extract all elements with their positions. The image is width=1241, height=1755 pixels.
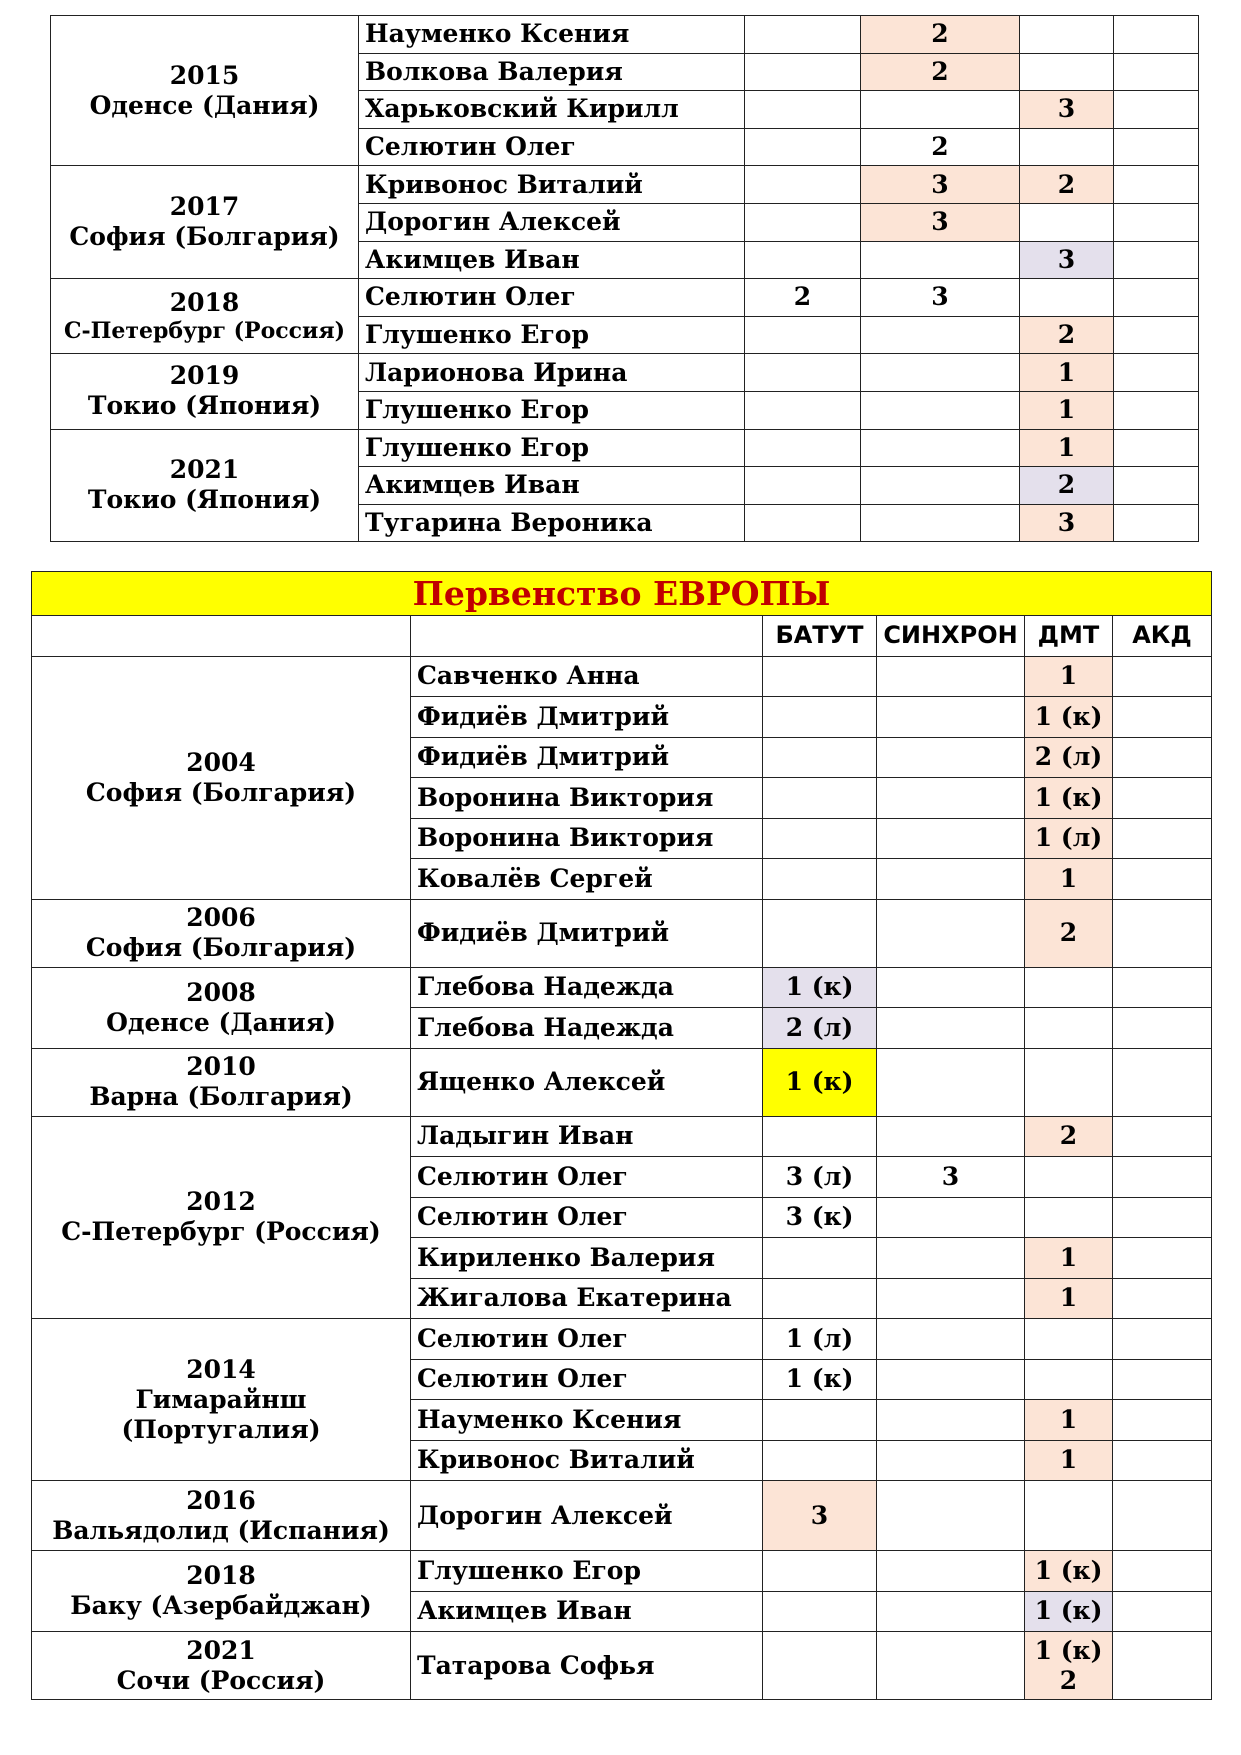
table-row	[51, 279, 1199, 317]
sinhron-cell	[877, 1400, 1025, 1441]
akd-cell	[1113, 1008, 1212, 1049]
event-year: 2012	[186, 1187, 256, 1217]
batut-cell: 1 (к)	[763, 967, 877, 1008]
athlete-name: Ковалёв Сергей	[411, 859, 763, 900]
akd-cell	[1113, 818, 1212, 859]
akd-cell	[1113, 1197, 1212, 1238]
dmt-cell: 1 (к)	[1025, 1551, 1113, 1592]
dmt-cell	[1025, 1008, 1113, 1049]
result-cell: 1	[1020, 354, 1114, 392]
athlete-name: Тугарина Вероника	[359, 504, 745, 542]
result-cell	[745, 354, 861, 392]
batut-cell: 3	[763, 1481, 877, 1551]
dmt-cell	[1025, 967, 1113, 1008]
akd-cell	[1113, 1591, 1212, 1632]
header-dmt: ДМТ	[1025, 616, 1113, 657]
akd-cell	[1113, 656, 1212, 697]
result-cell: 2	[745, 279, 861, 317]
result-cell	[745, 429, 861, 467]
header-blank	[32, 616, 411, 657]
header-akd: АКД	[1113, 616, 1212, 657]
akd-cell	[1113, 1048, 1212, 1116]
event-cell	[32, 1116, 411, 1319]
event-place: София (Болгария)	[85, 777, 357, 807]
sinhron-cell	[877, 778, 1025, 819]
result-cell	[745, 53, 861, 91]
athlete-name: Акимцев Иван	[359, 241, 745, 279]
batut-cell	[763, 1400, 877, 1441]
athlete-name: Кривонос Виталий	[359, 166, 745, 204]
result-cell	[1114, 279, 1199, 317]
athlete-name: Глушенко Егор	[359, 391, 745, 429]
event-cell	[32, 899, 411, 967]
result-cell	[1114, 354, 1199, 392]
event-cell	[32, 1551, 411, 1632]
dmt-result: 1 (к)	[1034, 1635, 1103, 1665]
sinhron-cell	[877, 1319, 1025, 1360]
sinhron-cell	[877, 1359, 1025, 1400]
dmt-cell	[1025, 1481, 1113, 1551]
athlete-name: Фидиёв Дмитрий	[411, 697, 763, 738]
dmt-result-2: 2	[1059, 1665, 1078, 1695]
event-cell	[51, 429, 359, 542]
akd-cell	[1113, 778, 1212, 819]
table-row	[32, 967, 1212, 1008]
athlete-name: Глушенко Егор	[359, 429, 745, 467]
sinhron-cell: 3	[877, 1157, 1025, 1198]
result-cell	[745, 467, 861, 505]
batut-cell	[763, 1440, 877, 1481]
result-cell: 2	[861, 16, 1020, 54]
event-cell	[32, 1632, 411, 1700]
batut-cell	[763, 1551, 877, 1592]
result-cell: 3	[1020, 504, 1114, 542]
athlete-name: Науменко Ксения	[411, 1400, 763, 1441]
event-year: 2018	[186, 1561, 256, 1590]
dmt-cell: 1	[1025, 656, 1113, 697]
akd-cell	[1113, 1440, 1212, 1481]
event-place: Сочи (Россия)	[116, 1665, 326, 1695]
akd-cell	[1113, 1278, 1212, 1319]
batut-cell	[763, 1278, 877, 1319]
table-row	[51, 429, 1199, 467]
result-cell	[745, 241, 861, 279]
sinhron-cell	[877, 1481, 1025, 1551]
dmt-cell	[1025, 1197, 1113, 1238]
table-row	[32, 1551, 1212, 1592]
result-cell	[1020, 279, 1114, 317]
dmt-cell: 1	[1025, 1440, 1113, 1481]
batut-cell	[763, 656, 877, 697]
result-cell: 3	[861, 203, 1020, 241]
dmt-cell: 1	[1025, 859, 1113, 900]
event-place: Баку (Азербайджан)	[70, 1591, 372, 1620]
event-place: С-Петербург (Россия)	[63, 318, 346, 345]
result-cell	[1020, 53, 1114, 91]
sinhron-cell	[877, 1238, 1025, 1279]
result-cell	[1020, 16, 1114, 54]
result-cell	[861, 429, 1020, 467]
batut-cell	[763, 1238, 877, 1279]
table-row	[32, 1116, 1212, 1157]
event-place: Оденсе (Дания)	[89, 90, 320, 120]
akd-cell	[1113, 967, 1212, 1008]
event-cell	[51, 279, 359, 354]
event-place: Токио (Япония)	[87, 391, 322, 421]
result-cell: 3	[861, 279, 1020, 317]
event-cell	[32, 1319, 411, 1481]
event-year: 2010	[186, 1052, 256, 1081]
result-cell	[861, 241, 1020, 279]
dmt-cell	[1025, 1157, 1113, 1198]
header-sinhron: СИНХРОН	[877, 616, 1025, 657]
result-cell	[1114, 429, 1199, 467]
result-cell	[861, 504, 1020, 542]
result-cell	[745, 16, 861, 54]
event-cell	[32, 967, 411, 1048]
result-cell: 2	[861, 53, 1020, 91]
event-year: 2015	[169, 60, 240, 90]
table-row	[32, 1319, 1212, 1360]
sinhron-cell	[877, 1048, 1025, 1116]
table-row	[32, 656, 1212, 697]
athlete-name: Воронина Виктория	[411, 818, 763, 859]
dmt-cell: 1 (л)	[1025, 818, 1113, 859]
europe-results-table	[31, 571, 1212, 1700]
athlete-name: Селютин Олег	[411, 1359, 763, 1400]
event-year: 2021	[186, 1635, 256, 1665]
result-cell	[861, 391, 1020, 429]
result-cell	[861, 316, 1020, 354]
event-year: 2019	[169, 361, 240, 391]
result-cell	[861, 354, 1020, 392]
athlete-name: Глебова Надежда	[411, 967, 763, 1008]
event-year: 2018	[169, 288, 240, 318]
table-row	[32, 899, 1212, 967]
event-cell	[51, 354, 359, 429]
dmt-cell	[1025, 1048, 1113, 1116]
athlete-name: Дорогин Алексей	[359, 203, 745, 241]
athlete-name: Жигалова Екатерина	[411, 1278, 763, 1319]
batut-cell: 3 (л)	[763, 1157, 877, 1198]
sinhron-cell	[877, 697, 1025, 738]
table-row	[51, 166, 1199, 204]
athlete-name: Глебова Надежда	[411, 1008, 763, 1049]
sinhron-cell	[877, 656, 1025, 697]
athlete-name: Кириленко Валерия	[411, 1238, 763, 1279]
header-row	[32, 616, 1212, 657]
athlete-name: Савченко Анна	[411, 656, 763, 697]
athlete-name: Дорогин Алексей	[411, 1481, 763, 1551]
dmt-cell	[1025, 1632, 1113, 1700]
batut-cell: 1 (к)	[763, 1359, 877, 1400]
athlete-name: Глушенко Егор	[411, 1551, 763, 1592]
event-place-country: (Португалия)	[121, 1414, 321, 1444]
athlete-name: Воронина Виктория	[411, 778, 763, 819]
athlete-name: Ладыгин Иван	[411, 1116, 763, 1157]
result-cell	[1020, 203, 1114, 241]
athlete-name: Харьковский Кирилл	[359, 91, 745, 129]
result-cell	[1114, 241, 1199, 279]
athlete-name: Татарова Софья	[411, 1632, 763, 1700]
athlete-name: Фидиёв Дмитрий	[411, 899, 763, 967]
result-cell: 2	[861, 128, 1020, 166]
event-year: 2006	[186, 903, 256, 932]
event-place: Оденсе (Дания)	[106, 1007, 336, 1037]
result-cell	[861, 467, 1020, 505]
sinhron-cell	[877, 967, 1025, 1008]
batut-cell	[763, 1632, 877, 1700]
athlete-name: Акимцев Иван	[411, 1591, 763, 1632]
event-cell	[51, 16, 359, 166]
akd-cell	[1113, 1400, 1212, 1441]
result-cell	[1114, 203, 1199, 241]
dmt-cell: 1	[1025, 1238, 1113, 1279]
batut-cell: 1 (л)	[763, 1319, 877, 1360]
akd-cell	[1113, 1116, 1212, 1157]
event-cell	[32, 1048, 411, 1116]
result-cell: 2	[1020, 166, 1114, 204]
athlete-name: Акимцев Иван	[359, 467, 745, 505]
athlete-name: Селютин Олег	[359, 128, 745, 166]
event-year: 2008	[186, 977, 256, 1007]
batut-cell	[763, 778, 877, 819]
result-cell	[1114, 16, 1199, 54]
header-blank	[411, 616, 763, 657]
world-results-table	[50, 15, 1199, 542]
sinhron-cell	[877, 818, 1025, 859]
event-cell	[32, 656, 411, 899]
sinhron-cell	[877, 1116, 1025, 1157]
header-batut: БАТУТ	[763, 616, 877, 657]
dmt-cell: 2 (л)	[1025, 737, 1113, 778]
sinhron-cell	[877, 859, 1025, 900]
event-year: 2017	[169, 192, 240, 222]
dmt-cell	[1025, 1359, 1113, 1400]
result-cell: 2	[1020, 316, 1114, 354]
event-place: София (Болгария)	[85, 933, 357, 962]
result-cell	[1114, 391, 1199, 429]
table-row	[32, 1481, 1212, 1551]
sinhron-cell	[877, 1632, 1025, 1700]
akd-cell	[1113, 1551, 1212, 1592]
event-year: 2016	[186, 1485, 256, 1515]
batut-cell: 3 (к)	[763, 1197, 877, 1238]
sinhron-cell	[877, 1591, 1025, 1632]
akd-cell	[1113, 697, 1212, 738]
athlete-name: Ященко Алексей	[411, 1048, 763, 1116]
event-year: 2014	[186, 1354, 256, 1384]
akd-cell	[1113, 1632, 1212, 1700]
dmt-cell	[1025, 1319, 1113, 1360]
event-place: С-Петербург (Россия)	[61, 1217, 381, 1247]
result-cell	[745, 504, 861, 542]
dmt-cell: 1 (к)	[1025, 697, 1113, 738]
dmt-cell: 1 (к)	[1025, 778, 1113, 819]
result-cell: 3	[861, 166, 1020, 204]
result-cell: 1	[1020, 429, 1114, 467]
result-cell	[1114, 316, 1199, 354]
event-cell	[51, 166, 359, 279]
dmt-cell: 1 (к)	[1025, 1591, 1113, 1632]
result-cell	[1114, 128, 1199, 166]
event-place: Вальядолид (Испания)	[52, 1515, 390, 1545]
event-place: Токио (Япония)	[87, 485, 322, 515]
table-row	[32, 1048, 1212, 1116]
result-cell	[745, 316, 861, 354]
athlete-name: Фидиёв Дмитрий	[411, 737, 763, 778]
akd-cell	[1113, 1481, 1212, 1551]
sinhron-cell	[877, 737, 1025, 778]
result-cell	[1114, 53, 1199, 91]
dmt-cell: 2	[1025, 899, 1113, 967]
result-cell: 3	[1020, 91, 1114, 129]
athlete-name: Глушенко Егор	[359, 316, 745, 354]
dmt-cell: 1	[1025, 1400, 1113, 1441]
akd-cell	[1113, 899, 1212, 967]
result-cell	[1114, 504, 1199, 542]
result-cell	[745, 166, 861, 204]
event-year: 2021	[169, 455, 240, 485]
result-cell	[745, 391, 861, 429]
result-cell	[1114, 91, 1199, 129]
batut-cell	[763, 859, 877, 900]
result-cell	[1114, 166, 1199, 204]
result-cell	[861, 91, 1020, 129]
batut-cell: 2 (л)	[763, 1008, 877, 1049]
result-cell	[745, 91, 861, 129]
sinhron-cell	[877, 1197, 1025, 1238]
athlete-name: Ларионова Ирина	[359, 354, 745, 392]
result-cell	[745, 203, 861, 241]
batut-cell	[763, 818, 877, 859]
akd-cell	[1113, 859, 1212, 900]
dmt-cell: 1	[1025, 1278, 1113, 1319]
athlete-name: Кривонос Виталий	[411, 1440, 763, 1481]
table-row	[51, 16, 1199, 54]
result-cell: 3	[1020, 241, 1114, 279]
result-cell	[745, 128, 861, 166]
table-row	[32, 1632, 1212, 1700]
dmt-cell: 2	[1025, 1116, 1113, 1157]
sinhron-cell	[877, 1440, 1025, 1481]
table-title-row	[32, 572, 1212, 616]
event-place: Гимарайнш	[135, 1384, 307, 1414]
akd-cell	[1113, 737, 1212, 778]
athlete-name: Селютин Олег	[359, 279, 745, 317]
result-cell: 2	[1020, 467, 1114, 505]
batut-cell	[763, 737, 877, 778]
sinhron-cell	[877, 1551, 1025, 1592]
athlete-name: Науменко Ксения	[359, 16, 745, 54]
batut-cell	[763, 697, 877, 738]
result-cell: 1	[1020, 391, 1114, 429]
batut-cell: 1 (к)	[763, 1048, 877, 1116]
akd-cell	[1113, 1319, 1212, 1360]
akd-cell	[1113, 1359, 1212, 1400]
event-place: София (Болгария)	[69, 222, 340, 252]
batut-cell	[763, 1591, 877, 1632]
sinhron-cell	[877, 899, 1025, 967]
athlete-name: Селютин Олег	[411, 1197, 763, 1238]
event-cell	[32, 1481, 411, 1551]
batut-cell	[763, 1116, 877, 1157]
sinhron-cell	[877, 1008, 1025, 1049]
event-year: 2004	[186, 747, 256, 777]
athlete-name: Селютин Олег	[411, 1157, 763, 1198]
table-row	[51, 354, 1199, 392]
table-title: Первенство ЕВРОПЫ	[32, 572, 1212, 616]
akd-cell	[1113, 1238, 1212, 1279]
akd-cell	[1113, 1157, 1212, 1198]
athlete-name: Селютин Олег	[411, 1319, 763, 1360]
athlete-name: Волкова Валерия	[359, 53, 745, 91]
batut-cell	[763, 899, 877, 967]
result-cell	[1020, 128, 1114, 166]
sinhron-cell	[877, 1278, 1025, 1319]
result-cell	[1114, 467, 1199, 505]
event-place: Варна (Болгария)	[89, 1082, 353, 1111]
